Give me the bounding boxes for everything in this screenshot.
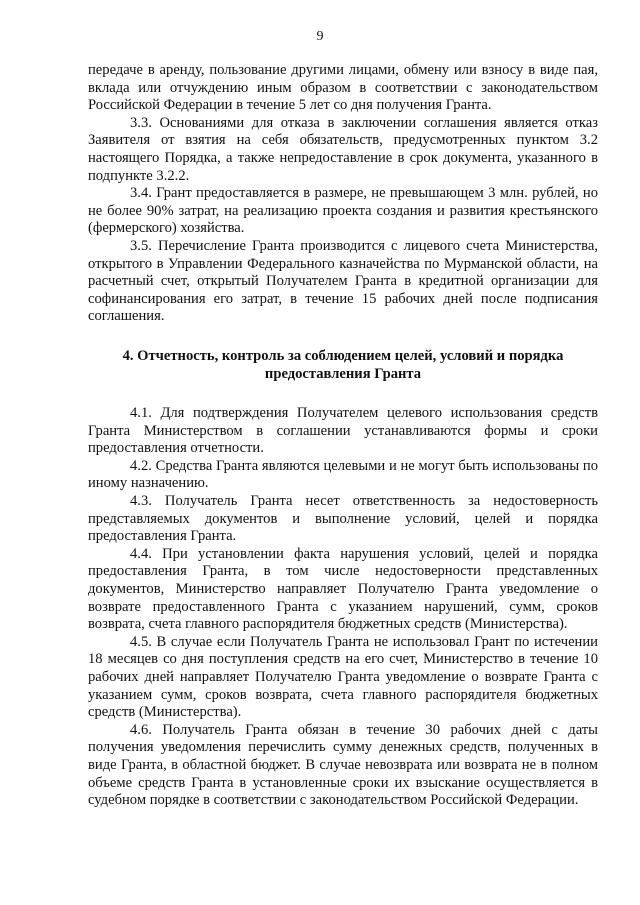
paragraph-3-3: 3.3. Основаниями для отказа в заключении соглашения является отказ Заявителя от взятия на себя обязательств, предусмотренных пунктом 3.2 настоящего Порядка, а также непредоставление в срок документа, указанного в подпункте 3.2.2.	[88, 114, 598, 184]
paragraph-4-6: 4.6. Получатель Гранта обязан в течение 30 рабочих дней с даты получения уведомления перечислить сумму денежных средств, полученных в виде Гранта, в областной бюджет. В случае невозврата или возврата не в полном объеме средств Гранта в установленные сроки их взыскание осуществляется в судебном порядке в соответствии с законодательством Российской Федерации.	[88, 721, 598, 809]
section-heading-line-2: предоставления Гранта	[264, 365, 422, 382]
section-heading-line-1: 4. Отчетность, контроль за соблюдением целей, условий и порядка	[122, 347, 564, 364]
paragraph-4-3: 4.3. Получатель Гранта несет ответственность за недостоверность представляемых документов и выполнение условий, целей и порядка предоставления Гранта.	[88, 493, 598, 545]
paragraph-4-4: 4.4. При установлении факта нарушения условий, целей и порядка предоставления Гранта, в том числе недостоверности представленных документов, Министерство направляет Получателю Гранта уведомление о возврате предоставленного Гранта с указанием нарушений, сумм, сроков возврата, счета главного распорядителя бюджетных средств (Министерства).	[88, 545, 598, 633]
page-number: 9	[316, 29, 324, 44]
paragraph-4-1: 4.1. Для подтверждения Получателем целевого использования средств Гранта Министерством в соглашении устанавливаются формы и сроки предоставления отчетности.	[88, 405, 598, 457]
section-4-heading	[88, 348, 598, 383]
paragraph-3-4: 3.4. Грант предоставляется в размере, не превышающем 3 млн. рублей, но не более 90% затрат, на реализацию проекта создания и развития крестьянского (фермерского) хозяйства.	[88, 185, 598, 237]
paragraph-4-5: 4.5. В случае если Получатель Гранта не использовал Грант по истечении 18 месяцев со дня поступления средств на его счет, Министерство в течение 10 рабочих дней направляет Получателю Гранта уведомление о возврате Гранта с указанием сумм, сроков возврата, счета главного распорядителя бюджетных средств (Министерства).	[88, 633, 598, 721]
paragraph-continuation: передаче в аренду, пользование другими лицами, обмену или взносу в виде пая, вклада или отчуждению иным образом в соответствии с законодательством Российской Федерации в течение 5 лет со дня получения Гранта.	[88, 62, 598, 114]
document-body	[88, 62, 598, 810]
paragraph-4-2: 4.2. Средства Гранта являются целевыми и не могут быть использованы по иному назначению.	[88, 457, 598, 492]
paragraph-3-5: 3.5. Перечисление Гранта производится с лицевого счета Министерства, открытого в Управлении Федерального казначейства по Мурманской области, на расчетный счет, открытый Получателем Гранта в кредитной организации для софинансирования его затрат, в течение 15 рабочих дней после подписания соглашения.	[88, 237, 598, 325]
